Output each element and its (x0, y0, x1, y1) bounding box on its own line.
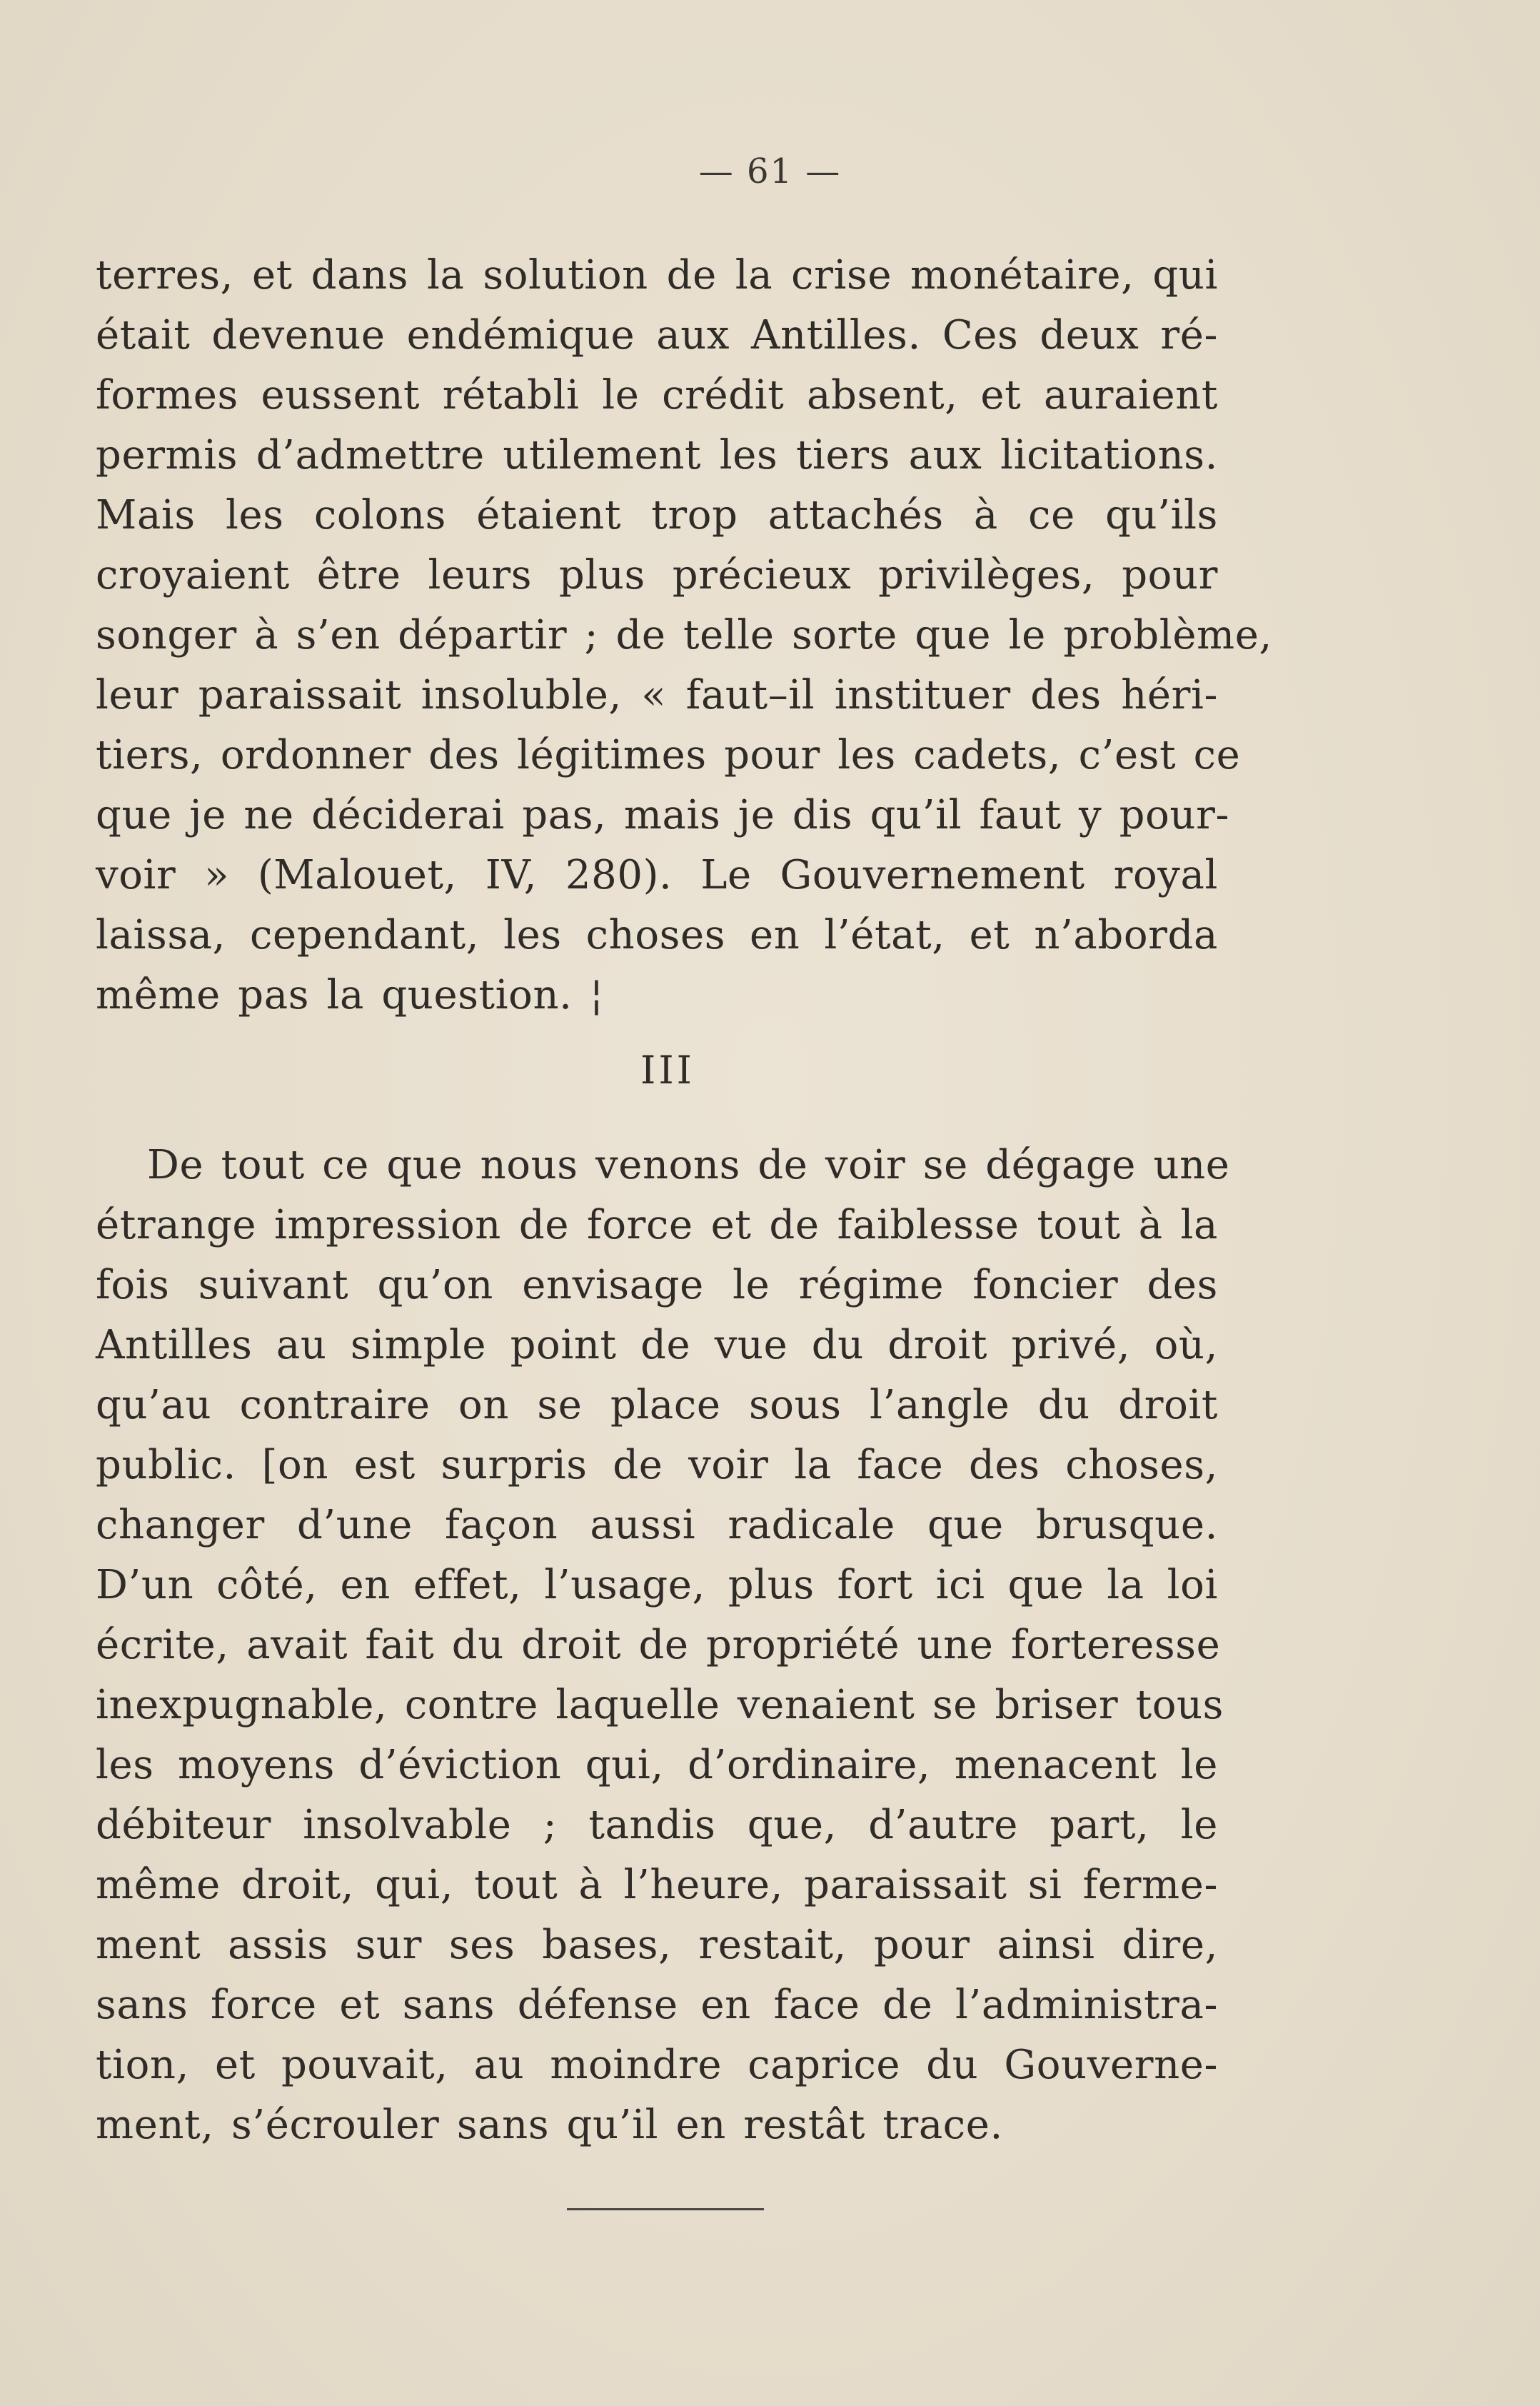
text-line: formes eussent rétabli le crédit absent, et auraient (96, 372, 1218, 418)
text-line: public. [on est surpris de voir la face des choses, (96, 1442, 1218, 1488)
text-line: était devenue endémique aux Antilles. Ces deux ré- (96, 312, 1218, 359)
end-rule (567, 2208, 764, 2210)
paragraph-2 (96, 1136, 1230, 2155)
text-line: croyaient être leurs plus précieux privilèges, pour (96, 552, 1218, 598)
text-line: inexpugnable, contre laquelle venaient se briser tous (96, 1682, 1224, 1728)
text-line: changer d’une façon aussi radicale que brusque. (96, 1502, 1218, 1548)
text-line: fois suivant qu’on envisage le régime foncier des (96, 1262, 1218, 1308)
text-line: De tout ce que nous venons de voir se dégage une (147, 1142, 1230, 1188)
text-line: ment assis sur ses bases, restait, pour ainsi dire, (96, 1922, 1218, 1968)
paragraph-1 (96, 246, 1272, 1026)
text-line: que je ne déciderai pas, mais je dis qu’il faut y pour- (96, 792, 1229, 838)
text-line: même droit, qui, tout à l’heure, paraissait si ferme- (96, 1862, 1218, 1908)
text-line: ment, s’écrouler sans qu’il en restât trace. (96, 2102, 1003, 2148)
text-line: Antilles au simple point de vue du droit privé, où, (96, 1322, 1218, 1368)
text-line: leur paraissait insoluble, « faut–il instituer des héri- (96, 672, 1218, 718)
text-line: sans force et sans défense en face de l’administra- (96, 1982, 1218, 2028)
text-line: écrite, avait fait du droit de propriété une forteresse (96, 1622, 1221, 1668)
text-line: terres, et dans la solution de la crise monétaire, qui (96, 252, 1218, 299)
text-line: D’un côté, en effet, l’usage, plus fort ici que la loi (96, 1562, 1218, 1608)
text-line: tiers, ordonner des légitimes pour les cadets, c’est ce (96, 732, 1241, 778)
text-line: songer à s’en départir ; de telle sorte que le problème, (96, 612, 1272, 658)
text-line: laissa, cependant, les choses en l’état, et n’aborda (96, 912, 1218, 958)
text-line: voir » (Malouet, IV, 280). Le Gouvernement royal (96, 852, 1218, 898)
text-line: étrange impression de force et de faiblesse tout à la (96, 1202, 1218, 1248)
page-number: — 61 — (698, 151, 842, 191)
text-line: débiteur insolvable ; tandis que, d’autre part, le (96, 1802, 1218, 1848)
section-heading: III (640, 1048, 695, 1093)
text-line: Mais les colons étaient trop attachés à ce qu’ils (96, 492, 1218, 538)
text-line: tion, et pouvait, au moindre caprice du Gouverne- (96, 2042, 1218, 2088)
text-line: même pas la question. ¦ (96, 972, 604, 1018)
text-line: permis d’admettre utilement les tiers aux licitations. (96, 432, 1218, 478)
text-line: les moyens d’éviction qui, d’ordinaire, menacent le (96, 1742, 1218, 1788)
text-line: qu’au contraire on se place sous l’angle du droit (96, 1382, 1218, 1428)
